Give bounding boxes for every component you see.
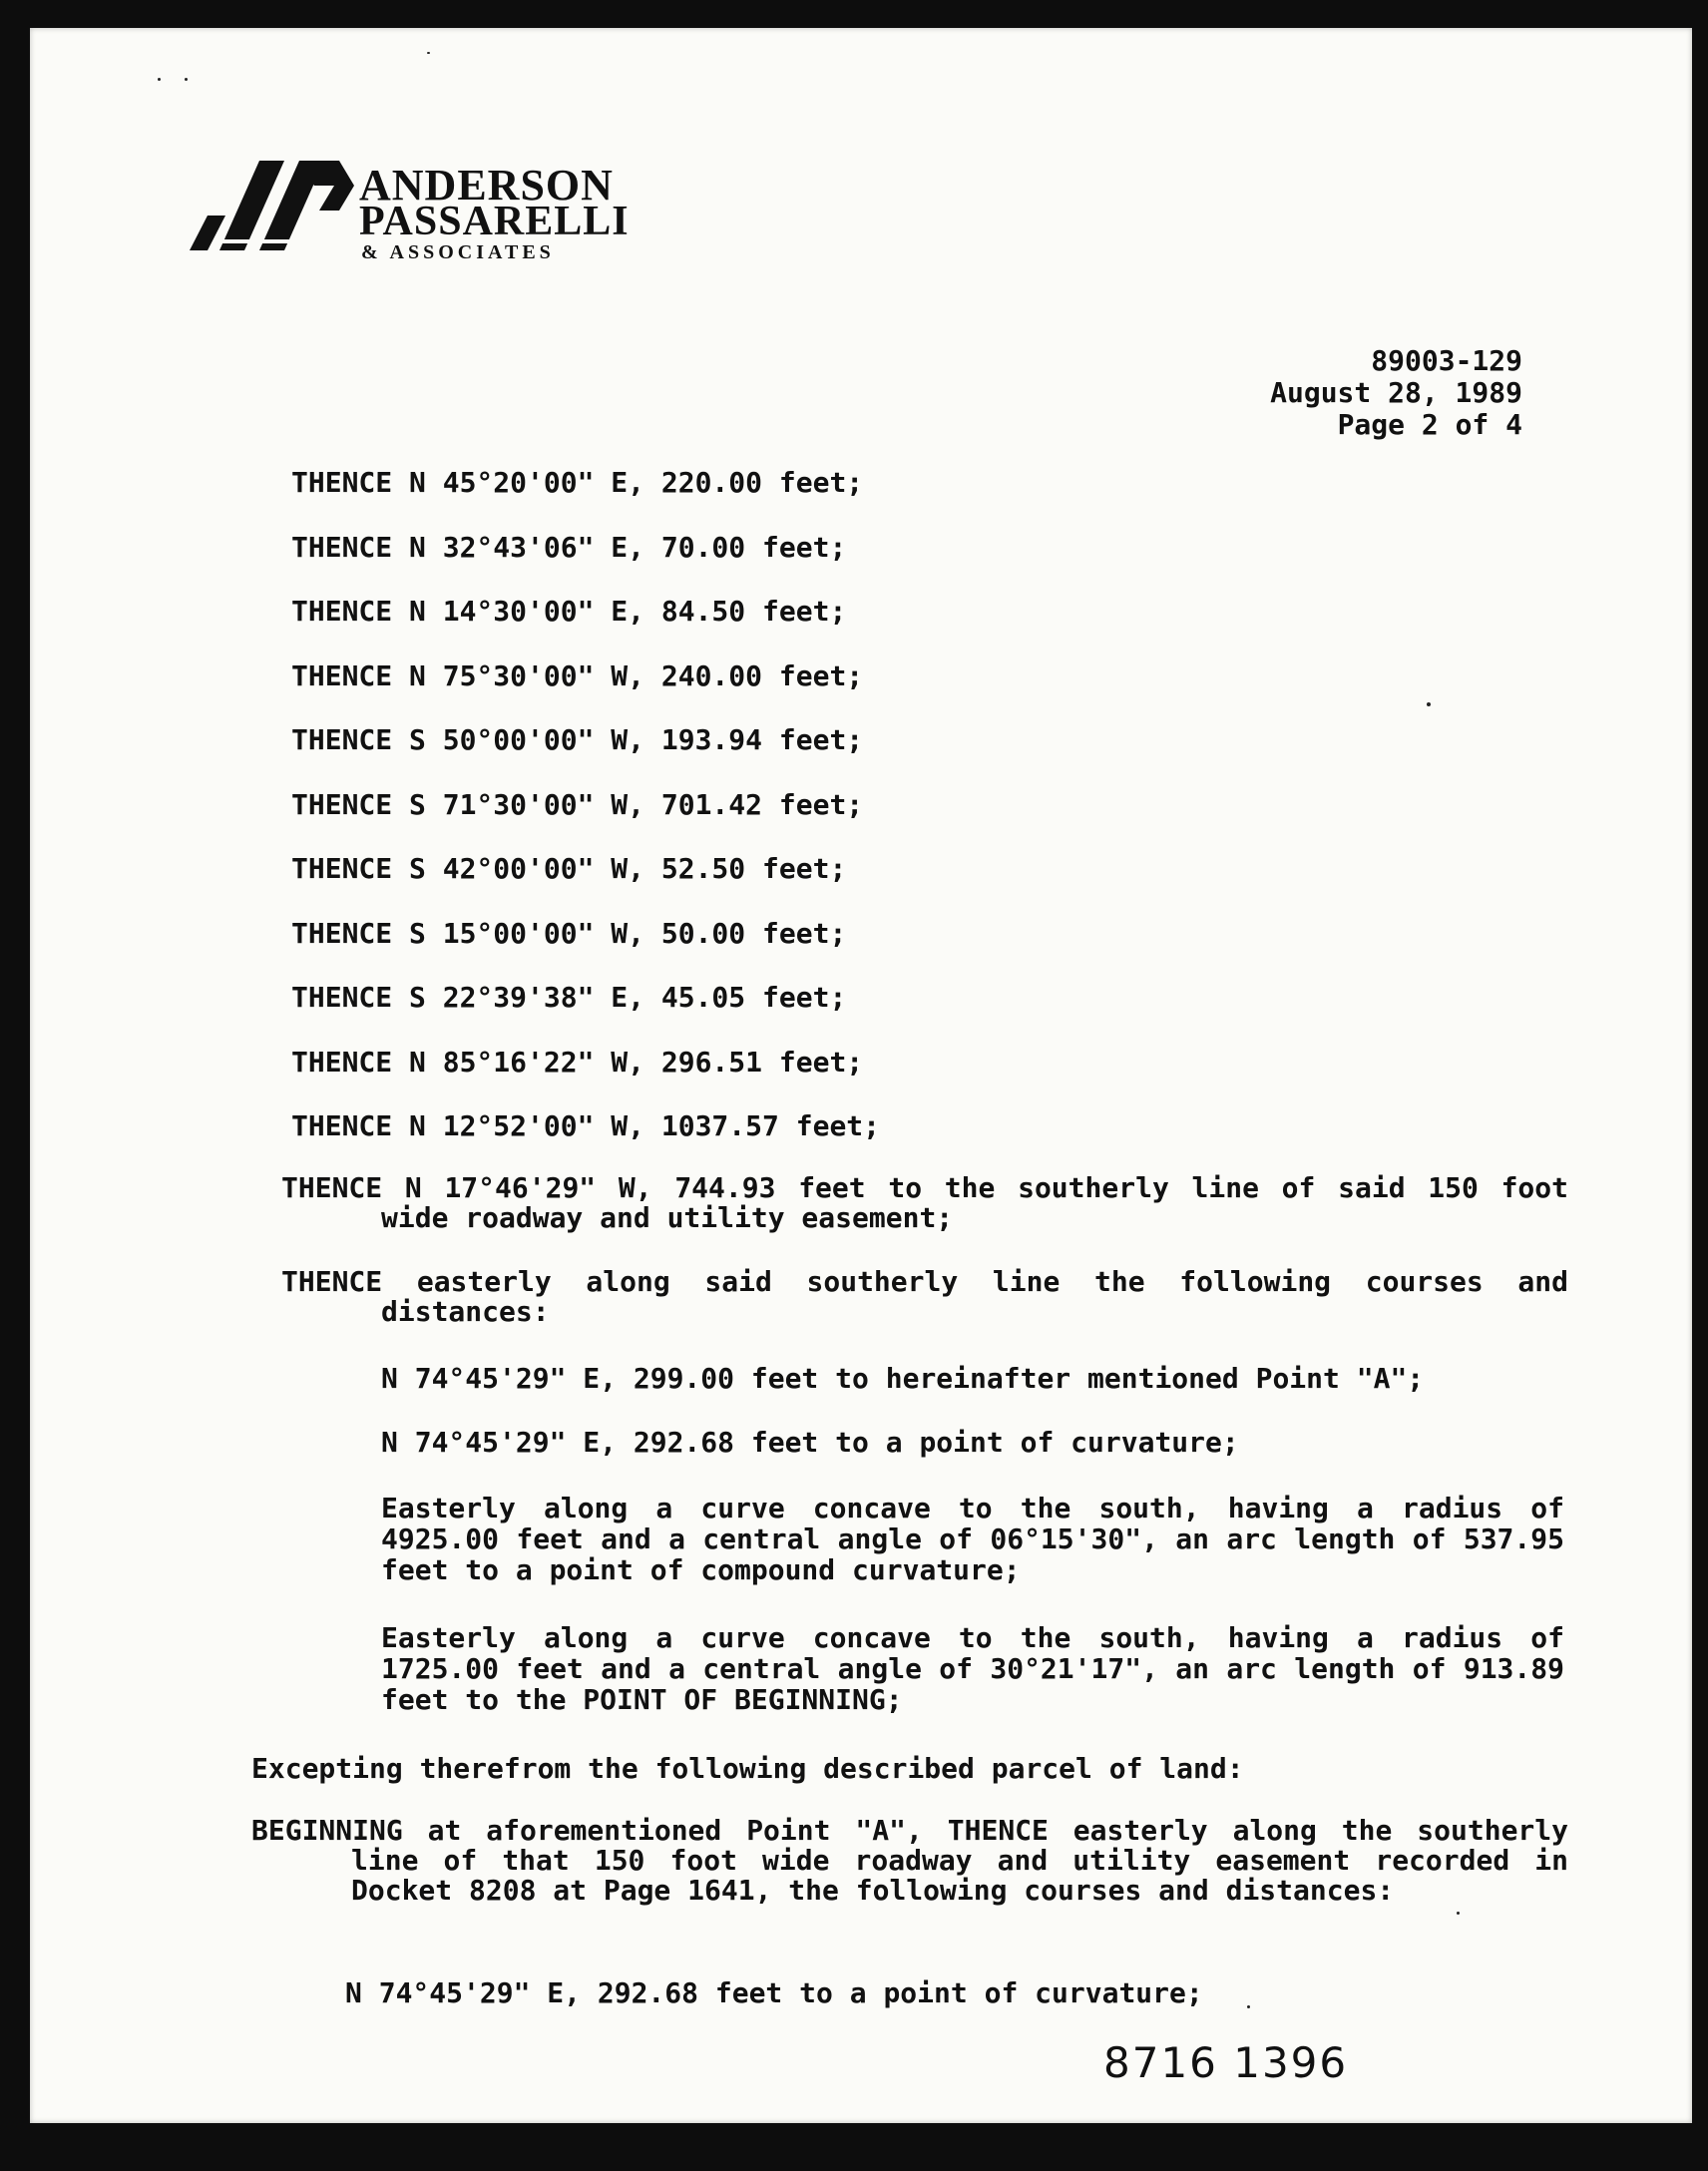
sub-course-2: N 74°45'29" E, 292.68 feet to a point of curvature; — [381, 1426, 1239, 1459]
sub-course-1: N 74°45'29" E, 299.00 feet to hereinafter mentioned Point "A"; — [381, 1362, 1425, 1395]
sub-course-3: Easterly along a curve concave to the south, having a radius of 4925.00 feet and a central angle of 06°15'30", an arc length of 537.95 feet to a point of compound curvature; — [381, 1492, 1564, 1586]
company-name-line1: ANDERSON — [359, 161, 614, 210]
document-date: August 28, 1989 — [1270, 376, 1522, 409]
paragraph-text: THENCE N 17°46'29" W, 744.93 feet to the southerly line of said 150 foot wide roadway and utility easement; — [281, 1171, 1568, 1234]
course-line: THENCE N 14°30'00" E, 84.50 feet; — [291, 595, 847, 628]
course-line: THENCE S 71°30'00" W, 701.42 feet; — [291, 787, 864, 821]
paragraph-text: THENCE easterly along said southerly line the following courses and distances: — [281, 1265, 1568, 1328]
course-line: THENCE N 75°30'00" W, 240.00 feet; — [291, 658, 864, 692]
paragraph-thence-easterly — [281, 1267, 1568, 1327]
document-header — [1270, 345, 1522, 441]
course-line: THENCE S 22°39'38" E, 45.05 feet; — [291, 981, 847, 1014]
excepting-clause — [251, 1754, 1538, 1784]
paragraph-thence-n17 — [281, 1173, 1568, 1233]
course-line: THENCE N 12°52'00" W, 1037.57 feet; — [291, 1109, 881, 1142]
beginning-paragraph — [251, 1816, 1568, 1906]
docket-page-number: 8716 1396 — [1103, 2038, 1349, 2087]
final-course: N 74°45'29" E, 292.68 feet to a point of curvature; — [345, 1976, 1203, 2009]
course-line: THENCE N 45°20'00" E, 220.00 feet; — [291, 466, 864, 499]
company-name-line2: PASSARELLI — [359, 199, 630, 244]
sub-course-4: Easterly along a curve concave to the south, having a radius of 1725.00 feet and a central angle of 30°21'17", an arc length of 913.89 feet to the POINT OF BEGINNING; — [381, 1621, 1564, 1716]
page-indicator: Page 2 of 4 — [1337, 408, 1522, 441]
document-page — [30, 28, 1692, 2123]
courses-list — [291, 467, 1568, 1175]
logo-mark-icon — [190, 156, 359, 265]
company-name-line3: & ASSOCIATES — [361, 241, 555, 263]
paragraph-text: Excepting therefrom the following described parcel of land: — [251, 1752, 1244, 1785]
course-line: THENCE S 50°00'00" W, 193.94 feet; — [291, 723, 864, 756]
course-line: THENCE N 32°43'06" E, 70.00 feet; — [291, 530, 847, 564]
course-line: THENCE N 85°16'22" W, 296.51 feet; — [291, 1045, 864, 1079]
company-logo — [190, 156, 658, 265]
paragraph-text: BEGINNING at aforementioned Point "A", THENCE easterly along the southerly line of that 150 foot wide roadway and utility easement recorded in Docket 8208 at Page 1641, the following courses and distances: — [251, 1814, 1568, 1907]
project-number: 89003-129 — [1371, 344, 1522, 377]
course-line: THENCE S 42°00'00" W, 52.50 feet; — [291, 852, 847, 885]
course-line: THENCE S 15°00'00" W, 50.00 feet; — [291, 916, 847, 950]
